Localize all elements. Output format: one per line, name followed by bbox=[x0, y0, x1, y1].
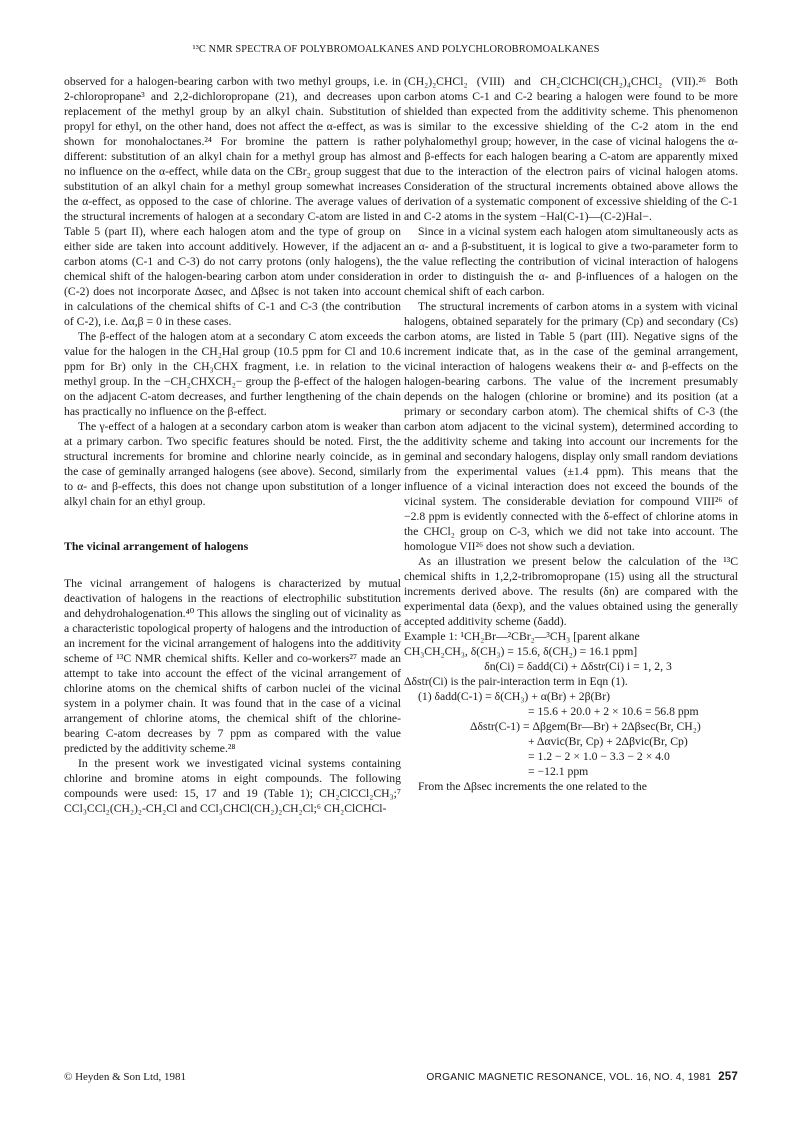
example-line: CH₃CH₂CH₃, δ(CH₃) = 15.6, δ(CH₂) = 16.1 ppm] bbox=[404, 645, 638, 658]
left-column bbox=[64, 74, 401, 816]
body-paragraph: The structural increments of carbon atoms in a system with vicinal halogens, obtained separately for the primary (Cp) and secondary (Cs) carbon atoms, are listed in Table 5 (part (III). Negative signs of the increment indicate that, as in the case of the geminal arrangement, vicinal interaction of halogens weakens their α- and β-effects on the halogen-bearing carbons. The value of the increment presumably depends on the halogen (chlorine or bromine) and its position (at a primary or secondary carbon atom). The chemical shifts of C-3 (the carbon atom adjacent to the vicinal system), determined according to the additivity scheme and taking into account our increments for the geminal and secondary halogens, display only small random deviations from the experimental values (±1.4 ppm). This means that the influence of a vicinal interaction does not exceed the bounds of the vicinal system. The considerable deviation for compound VIII²⁶ of −2.8 ppm is evidently connected with the δ-effect of chlorine atoms in the CHCl₂ group on C-3, which we did not take into account. The homologue VII²⁶ does not show such a deviation. bbox=[404, 300, 738, 553]
equation: (1) δadd(C-1) = δ(CH₃) + α(Br) + 2β(Br) bbox=[418, 690, 611, 703]
equation: + Δαvic(Br, Cp) + 2Δβvic(Br, Cp) bbox=[528, 735, 688, 748]
body-paragraph: The β-effect of the halogen atom at a secondary C atom exceeds the value for the halogen in the CH₂Hal group (10.5 ppm for Cl and 10.6 ppm for Br) only in the CH₃CHX fragment, i.e. in relation to the methyl group. In the −CH₂CHXCH₂− group the β-effect of the halogen on the adjacent C-atom decreases, and further lengthening of the chain has practically no influence on the β-effect. bbox=[64, 330, 401, 418]
equation: Δδstr(C-1) = Δβgem(Br—Br) + 2Δβsec(Br, CH₂) bbox=[470, 720, 701, 733]
equation: = −12.1 ppm bbox=[528, 765, 589, 778]
running-header: ¹³C NMR SPECTRA OF POLYBROMOALKANES AND POLYCHLOROBROMOALKANES bbox=[192, 44, 600, 55]
copyright-notice: © Heyden & Son Ltd, 1981 bbox=[64, 1071, 187, 1083]
body-paragraph: The vicinal arrangement of halogens is characterized by mutual deactivation of halogens in the reactions of electrophilic substitution and dehydrohalogenation.⁴⁰ This allows the singling out of vicinality as a characteristic topological property of halogens and the introduction of an increment for the vicinal arrangement of halogens into the additivity scheme of ¹³C NMR chemical shifts. Keller and co-workers²⁷ made an attempt to take into account the effect of the vicinal arrangement of chlorine atoms on the chemical shifts of carbon nuclei of the vicinal system in a polymer chain. It was found that in the case of a vicinal arrangement of chlorine atoms, the chemical shift of the chlorine-bearing C-atom decreases by 7 ppm as compared with the value predicted by the additivity scheme.²⁸ bbox=[64, 577, 401, 755]
equation: δn(Ci) = δadd(Ci) + Δδstr(Ci) i = 1, 2, 3 bbox=[484, 660, 672, 673]
body-paragraph: As an illustration we present below the calculation of the ¹³C chemical shifts in 1,2,2-tribromopropane (15) using all the structural increments derived above. The results (δn) are compared with the experimental data (δexp), and the values obtained using the generally accepted additivity scheme (δadd). bbox=[404, 555, 738, 628]
section-heading: The vicinal arrangement of halogens bbox=[64, 539, 249, 553]
journal-footer bbox=[426, 1071, 738, 1083]
body-paragraph: The γ-effect of a halogen at a secondary carbon atom is weaker than at a primary carbon. Two specific features should be noted. First, the structural increments for bromine and chlorine nearly coincide, as in the case of geminally arranged halogens (see above). Second, similarly to α- and β-effects, this does not change upon substitution of a longer alkyl chain for an ethyl group. bbox=[64, 420, 401, 508]
body-paragraph: From the Δβsec increments the one related to the bbox=[418, 780, 647, 793]
page-number: 257 bbox=[718, 1071, 738, 1083]
body-paragraph: Since in a vicinal system each halogen atom simultaneously acts as an α- and a β-substituent, it is logical to give a two-parameter form to the value reflecting the contribution of vicinal interaction of halogens in order to distinguish the α- and β-influences of a halogen on the chemical shift of each carbon. bbox=[404, 225, 738, 298]
equation-note: Δδstr(Ci) is the pair-interaction term in Eqn (1). bbox=[404, 675, 628, 688]
journal-citation: ORGANIC MAGNETIC RESONANCE, VOL. 16, NO. 4, 1981 bbox=[426, 1072, 712, 1083]
equation: = 1.2 − 2 × 1.0 − 3.3 − 2 × 4.0 bbox=[528, 750, 670, 763]
equation: = 15.6 + 20.0 + 2 × 10.6 = 56.8 ppm bbox=[528, 705, 699, 718]
example-line: Example 1: ¹CH₂Br—²CBr₂—³CH₃ [parent alkane bbox=[404, 630, 640, 643]
right-column bbox=[404, 74, 738, 794]
body-paragraph: In the present work we investigated vicinal systems containing chlorine and bromine atoms in eight compounds. The following compounds were used: 15, 17 and 19 (Table 1); CH₂ClCCl₂CH₃;⁷ CCl₃CCl₂(CH₂)₂-CH₂Cl and CCl₃CHCl(CH₂)₂CH₂Cl;⁶ CH₂ClCHCl- bbox=[64, 757, 401, 815]
body-paragraph: (CH₂)₂CHCl₂ (VIII) and CH₂ClCHCl(CH₂)₄CHCl₂ (VII).²⁶ Both carbon atoms C-1 and C-2 bearing a halogen were found to be more shielded than expected from the additivity scheme. This phenomenon is similar to the excessive shielding of the C-2 atom in the end polyhalomethyl group; however, in the case of vicinal halogens the α- and β-effects for each halogen bearing a C-atom are apparently mixed due to the interaction of the electron pairs of vicinal halogen atoms. Consideration of the structural increments obtained above allows the derivation of a systematic component of excessive shielding of the C-1 and C-2 atoms in the system −Hal(C-1)—(C-2)Hal−. bbox=[404, 75, 738, 223]
body-paragraph: observed for a halogen-bearing carbon with two methyl groups, i.e. in 2-chloropropane³ and 2,2-dichloropropane (21), and decreases upon replacement of the methyl group by an alkyl chain. Substitution of propyl for ethyl, on the other hand, does not affect the α-effect, as was shown for monohaloctanes.²⁴ For bromine the pattern is rather different: substitution of an alkyl chain for a methyl group has almost no influence on the α-effect, while data on the CBr₂ group suggest that substitution of an alkyl chain for a methyl group somewhat increases the α-effect, as opposed to the case of chlorine. The average values of the structural increments of halogen at a secondary C-atom are listed in Table 5 (part II), where each halogen atom and the type of group on either side are taken into account additively. However, if the adjacent carbon atoms (C-1 and C-3) do not carry protons (only halogens), the chemical shift of the halogen-bearing carbon atom under consideration (C-2) does not incorporate Δαsec, and Δβsec is not taken into account in calculations of the chemical shifts of C-1 and C-3 (the contribution of C-2), i.e. Δα,β = 0 in these cases. bbox=[64, 75, 401, 328]
